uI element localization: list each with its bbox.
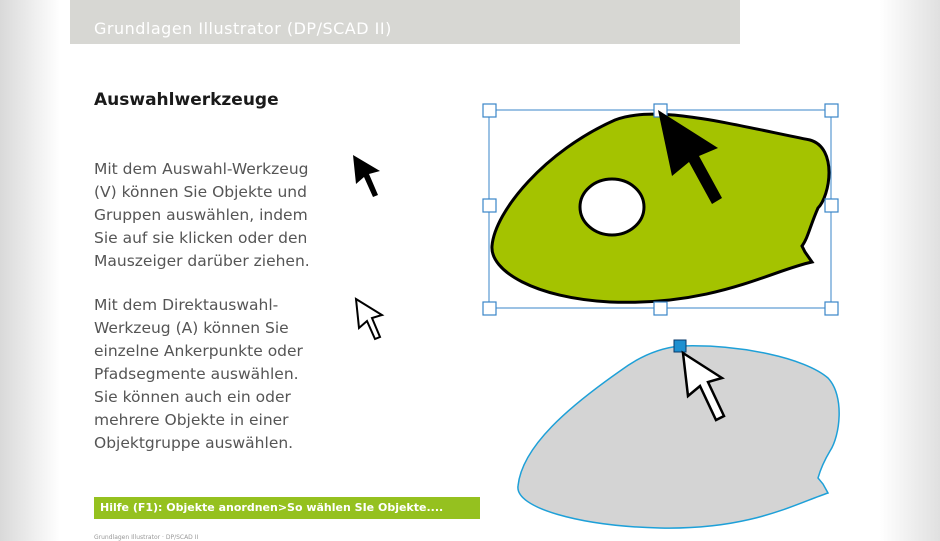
text-line: Mit dem Auswahl-Werkzeug (94, 160, 309, 178)
handle-middle-left (483, 199, 496, 212)
text-line: Gruppen auswählen, indem (94, 206, 308, 224)
section-title: Auswahlwerkzeuge (94, 90, 279, 110)
text-line: Sie auf sie klicken oder den (94, 229, 308, 247)
slide (70, 0, 870, 540)
text-line: Mit dem Direktauswahl- (94, 296, 279, 314)
white-arrow-cursor-icon (353, 296, 387, 344)
text-line: (V) können Sie Objekte und (94, 183, 307, 201)
direct-selection-illustration (510, 336, 850, 536)
handle-bottom-center (654, 302, 667, 315)
green-shape (492, 114, 829, 302)
hole (580, 179, 644, 235)
handle-top-right (825, 104, 838, 117)
footer-text: Grundlagen Illustrator · DP/SCAD II (94, 534, 199, 541)
handle-middle-right (825, 199, 838, 212)
text-line: einzelne Ankerpunkte oder (94, 342, 303, 360)
selection-tool-description (94, 158, 344, 273)
header-title: Grundlagen Illustrator (DP/SCAD II) (94, 19, 392, 38)
direct-selection-tool-description (94, 294, 344, 455)
black-arrow-cursor-icon (350, 152, 384, 202)
help-text: Hilfe (F1): Objekte anordnen>So wählen SIe Objekte.... (100, 501, 444, 514)
handle-bottom-right (825, 302, 838, 315)
handle-top-left (483, 104, 496, 117)
handle-bottom-left (483, 302, 496, 315)
text-line: mehrere Objekte in einer (94, 411, 289, 429)
white-arrow-shape (356, 299, 382, 339)
black-arrow-shape (353, 155, 380, 197)
text-line: Werkzeug (A) können Sie (94, 319, 289, 337)
selected-object-illustration (470, 96, 850, 324)
help-bar[interactable] (94, 497, 480, 519)
anchor-point (674, 340, 686, 352)
gray-shape (518, 346, 839, 528)
header-bar (70, 0, 740, 44)
text-line: Objektgruppe auswählen. (94, 434, 294, 452)
text-line: Pfadsegmente auswählen. (94, 365, 299, 383)
text-line: Mauszeiger darüber ziehen. (94, 252, 310, 270)
text-line: Sie können auch ein oder (94, 388, 291, 406)
